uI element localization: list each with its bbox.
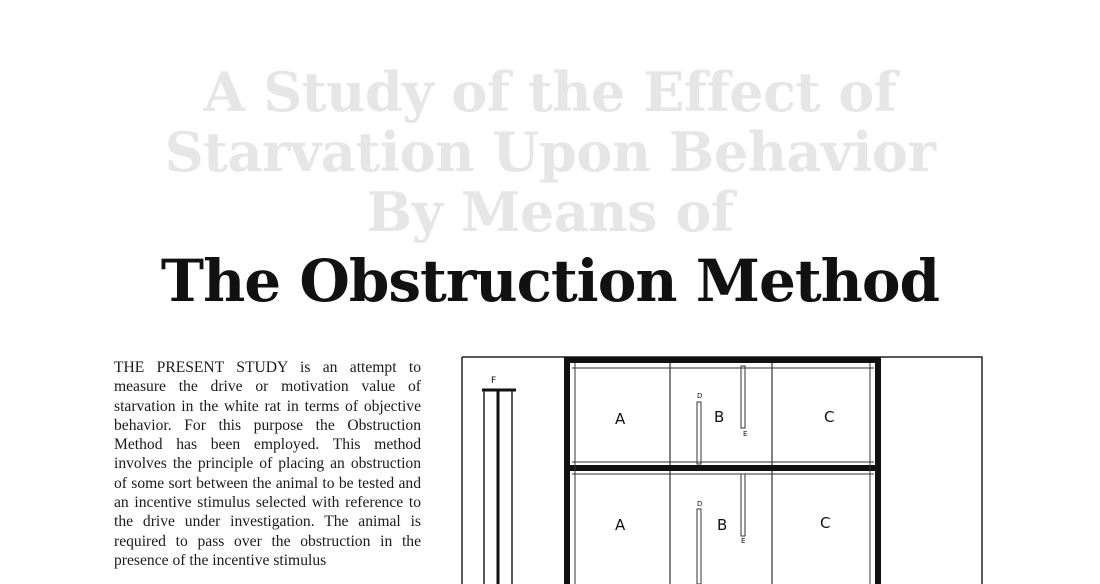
label-c-top: C [824,408,835,426]
label-d-top: D [697,392,703,400]
label-e-bottom: E [741,537,746,545]
post-d-bottom [697,509,701,584]
apparatus-diagram [460,354,990,584]
label-e-top: E [743,430,748,438]
box-frame [567,360,878,584]
label-a-bottom: A [615,516,626,534]
plate-e-top [741,366,745,428]
ghost-title-line-1: A Study of the Effect of [203,60,897,124]
main-title: The Obstruction Method [160,247,940,315]
ghost-title [0,62,1100,242]
article-paragraph: THE PRESENT STUDY is an attempt to measure the drive or motivation value of starvation in the white rat in terms of objective behavior. For this purpose the Obstruction Method has been employed. This method involves the principle of placing an obstruction of some sort between the animal to be tested and an incentive stimulus selected with reference to the drive under investigation. The animal is required to pass over the obstruction in the presence of the incentive stimulus [114,359,421,569]
plate-e-bottom [741,474,745,536]
label-b-bottom: B [717,516,728,534]
ghost-title-line-3: By Means of [366,180,734,244]
label-d-bottom: D [697,500,703,508]
label-c-bottom: C [820,514,831,532]
article-body [114,358,421,570]
ghost-title-line-2: Starvation Upon Behavior [164,120,936,184]
post-d-top [697,402,701,464]
label-f: F [491,376,497,386]
label-b-top: B [714,408,725,426]
label-a-top: A [615,410,626,428]
